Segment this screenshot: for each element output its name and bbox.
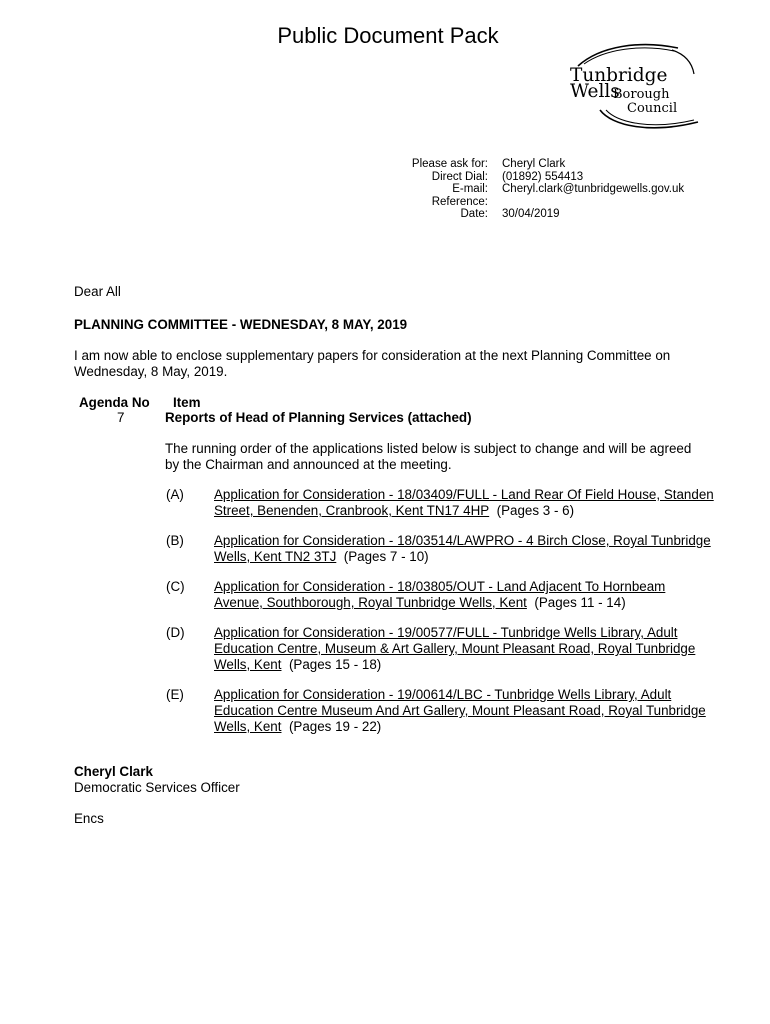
application-entry bbox=[214, 533, 714, 565]
agenda-item-number: 7 bbox=[117, 410, 125, 425]
logo-text-council: Council bbox=[627, 101, 678, 116]
application-letter: (B) bbox=[166, 533, 184, 548]
application-letter: (A) bbox=[166, 487, 184, 502]
contact-details bbox=[380, 158, 684, 221]
application-pages: (Pages 19 - 22) bbox=[288, 719, 382, 734]
application-entry bbox=[214, 487, 714, 519]
enclosures-note: Encs bbox=[74, 811, 104, 826]
signatory-title: Democratic Services Officer bbox=[74, 780, 240, 795]
application-pages: (Pages 11 - 14) bbox=[534, 595, 626, 610]
application-link[interactable]: Application for Consideration - 19/00614/LBC - Tunbridge Wells Library, Adult Education Centre Museum And Art Gallery, Mount Pleasant Road, Royal Tunbridge Wells, Kent bbox=[214, 687, 706, 734]
application-link[interactable]: Application for Consideration - 18/03805/OUT - Land Adjacent To Hornbeam Avenue, Southborough, Royal Tunbridge Wells, Kent bbox=[214, 579, 666, 610]
contact-email[interactable]: Cheryl.clark@tunbridgewells.gov.uk bbox=[502, 183, 685, 196]
application-letter: (D) bbox=[166, 625, 185, 640]
agenda-no-header: Agenda No bbox=[79, 395, 150, 410]
contact-value: 30/04/2019 bbox=[502, 208, 560, 221]
application-pages: (Pages 3 - 6) bbox=[496, 503, 575, 518]
application-entry bbox=[214, 687, 714, 735]
application-entry bbox=[214, 625, 714, 673]
application-letter: (C) bbox=[166, 579, 185, 594]
application-link[interactable]: Application for Consideration - 19/00577/FULL - Tunbridge Wells Library, Adult Education Centre, Museum & Art Gallery, Mount Pleasant Road, Royal Tunbridge Wells, Kent bbox=[214, 625, 696, 672]
application-pages: (Pages 7 - 10) bbox=[343, 549, 429, 564]
logo-text-line1: Tunbridge bbox=[570, 65, 668, 86]
contact-value: (01892) 554413 bbox=[502, 170, 584, 183]
application-link[interactable]: Application for Consideration - 18/03409/FULL - Land Rear Of Field House, Standen Street, Benenden, Cranbrook, Kent TN17 4HP bbox=[214, 487, 714, 518]
item-header: Item bbox=[173, 395, 201, 410]
contact-row bbox=[380, 171, 684, 184]
application-link[interactable]: Application for Consideration - 18/03514/LAWPRO - 4 Birch Close, Royal Tunbridge Wells, Kent TN2 3TJ bbox=[214, 533, 711, 564]
agenda-item-title: Reports of Head of Planning Services (attached) bbox=[165, 410, 472, 425]
contact-value: Cheryl Clark bbox=[502, 158, 566, 170]
application-entry bbox=[214, 579, 714, 611]
logo-text-borough: Borough bbox=[613, 87, 670, 102]
contact-label: E-mail: bbox=[452, 183, 488, 196]
contact-row bbox=[380, 208, 684, 221]
page-title: Public Document Pack bbox=[277, 23, 499, 48]
contact-row bbox=[380, 196, 684, 209]
letter-subject: PLANNING COMMITTEE - WEDNESDAY, 8 MAY, 2019 bbox=[74, 317, 408, 332]
contact-row bbox=[380, 183, 684, 196]
contact-row bbox=[380, 158, 684, 171]
salutation: Dear All bbox=[74, 284, 121, 299]
agenda-item-description: The running order of the applications listed below is subject to change and will be agreed by the Chairman and announced at the meeting. bbox=[165, 441, 692, 472]
logo-text-line2: Wells bbox=[570, 81, 620, 102]
intro-paragraph: I am now able to enclose supplementary papers for consideration at the next Planning Committee on Wednesday, 8 May, 2019. bbox=[74, 348, 671, 379]
application-pages: (Pages 15 - 18) bbox=[288, 657, 382, 672]
contact-label: Please ask for: bbox=[411, 158, 488, 170]
contact-label: Reference: bbox=[431, 195, 488, 208]
signatory-name: Cheryl Clark bbox=[74, 764, 153, 779]
application-letter: (E) bbox=[166, 687, 184, 702]
contact-label: Direct Dial: bbox=[431, 170, 488, 183]
council-logo bbox=[560, 40, 710, 140]
contact-label: Date: bbox=[460, 208, 488, 221]
